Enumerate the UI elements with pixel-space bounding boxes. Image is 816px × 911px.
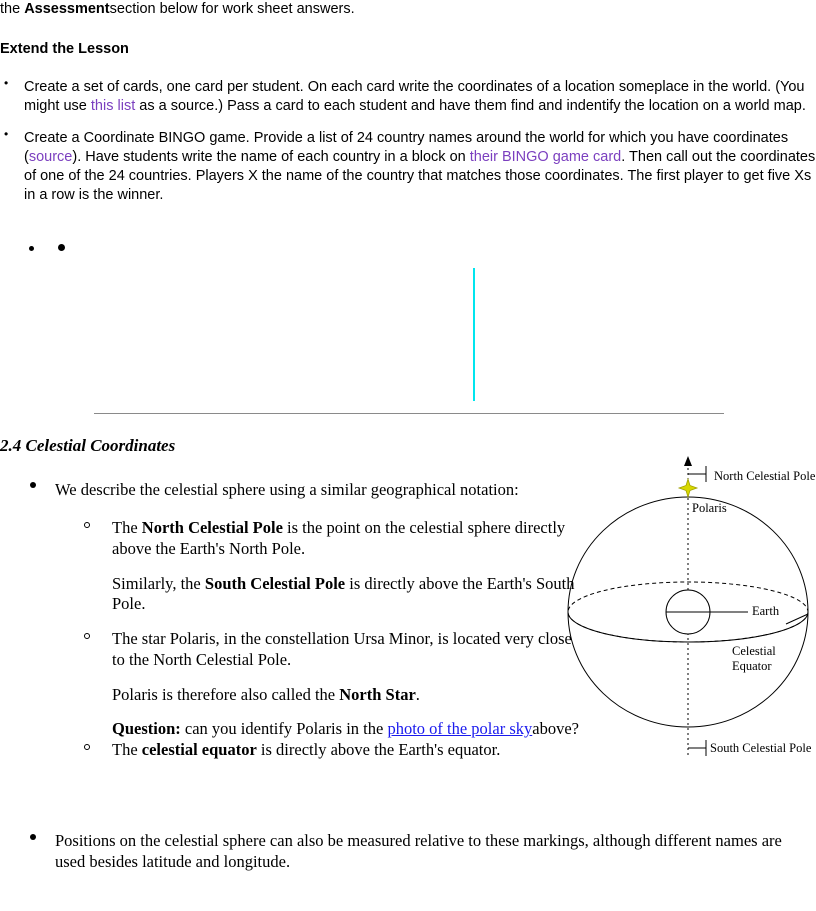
horizontal-divider xyxy=(94,413,724,414)
this-list-link[interactable]: this list xyxy=(90,98,136,115)
list-item xyxy=(0,129,816,206)
list-item xyxy=(0,78,816,117)
closing-text: Positions on the celestial sphere can also be measured relative to these markings, although different names are used besides latitude and longitude. xyxy=(55,831,782,872)
polaris-star-icon xyxy=(679,479,697,497)
label-north-celestial-pole: North Celestial Pole xyxy=(714,469,816,483)
ncp-definition xyxy=(112,518,584,560)
polar-sky-photo-link[interactable]: photo of the polar sky xyxy=(387,719,533,739)
intro-bold-assessment: Assessment xyxy=(24,1,110,17)
celestial-sub-list xyxy=(84,518,584,761)
label-celestial-equator-line2: Equator xyxy=(732,659,772,673)
bullet-icon xyxy=(30,834,36,840)
section-title: 2.4 Celestial Coordinates xyxy=(0,436,176,455)
ce-term: celestial equator xyxy=(141,740,257,760)
label-earth: Earth xyxy=(752,604,780,618)
empty-bullet-row xyxy=(0,240,300,270)
extend-the-lesson-heading: Extend the Lesson xyxy=(0,41,129,57)
scp-post: is directly above the Earth's South Pole. xyxy=(112,573,575,614)
question-label: Question: xyxy=(112,719,181,739)
bullet-2-seg3: . Then call out the coordinates of one of the 24 countries. Players X the name of the country that matches those coordinates. The first player to get five Xs in a row is the winner. xyxy=(24,148,816,204)
north-star-post: . xyxy=(415,684,420,704)
intro-suffix: section below for work sheet answers. xyxy=(109,1,355,17)
extend-lesson-list xyxy=(0,78,816,218)
question-post: above? xyxy=(532,719,579,739)
intro-prefix: the xyxy=(0,1,25,17)
ce-pre: The xyxy=(112,740,142,760)
bullet-1-seg1: Create a set of cards, one card per student. On each card write the coordinates of a location someplace in the world. (You might use xyxy=(24,79,805,115)
list-item xyxy=(84,629,584,671)
circle-bullet-icon xyxy=(84,744,90,750)
celestial-equator-definition xyxy=(112,740,584,761)
empty-bullet-inner xyxy=(58,244,65,251)
lead-text: We describe the celestial sphere using a similar geographical notation: xyxy=(55,480,519,499)
intro-line xyxy=(0,0,816,19)
circle-bullet-icon xyxy=(84,522,90,528)
source-link[interactable]: source xyxy=(28,148,73,165)
list-item xyxy=(84,740,584,761)
spacer xyxy=(84,560,584,574)
north-star-pre: Polaris is therefore also called the xyxy=(112,684,340,704)
ncp-post: is the point on the celestial sphere directly above the Earth's North Pole. xyxy=(112,518,566,558)
question-pre: can you identify Polaris in the xyxy=(180,719,388,739)
bullet-2-seg2: ). Have students write the name of each country in a block on xyxy=(72,148,470,165)
spacer xyxy=(84,615,584,629)
scp-pre: Similarly, the xyxy=(112,573,205,593)
label-celestial-equator-line1: Celestial xyxy=(732,644,776,658)
closing-bullet xyxy=(30,830,816,873)
lead-bullet xyxy=(30,479,570,500)
empty-bullet-outer xyxy=(29,246,34,251)
scp-definition xyxy=(112,574,584,616)
spacer xyxy=(84,705,584,719)
ncp-term: North Celestial Pole xyxy=(141,518,283,537)
circle-bullet-icon xyxy=(84,633,90,639)
polaris-location-text: The star Polaris, in the constellation Ursa Minor, is located very close to the North Celestial Pole. xyxy=(112,629,572,669)
north-star-text xyxy=(112,685,584,706)
scp-term: South Celestial Pole xyxy=(204,573,346,593)
celestial-sphere-figure xyxy=(560,452,816,764)
cyan-vertical-rule xyxy=(473,268,475,401)
ncp-pre: The xyxy=(112,518,142,537)
bingo-game-card-link[interactable]: their BINGO game card xyxy=(469,148,622,165)
north-star-term: North Star xyxy=(339,684,416,704)
question-text xyxy=(112,719,584,740)
bullet-1-seg2: as a source.) Pass a card to each student and have them find and indentify the location on a world map. xyxy=(135,98,806,115)
spacer xyxy=(84,671,584,685)
bullet-2-seg1: Create a Coordinate BINGO game. Provide a list of 24 country names around the world for which you have coordinates ( xyxy=(24,129,789,165)
ce-post: is directly above the Earth's equator. xyxy=(256,740,501,760)
bullet-icon xyxy=(30,482,36,488)
label-south-celestial-pole: South Celestial Pole xyxy=(710,741,812,755)
list-item xyxy=(84,518,584,560)
label-polaris: Polaris xyxy=(692,501,727,515)
